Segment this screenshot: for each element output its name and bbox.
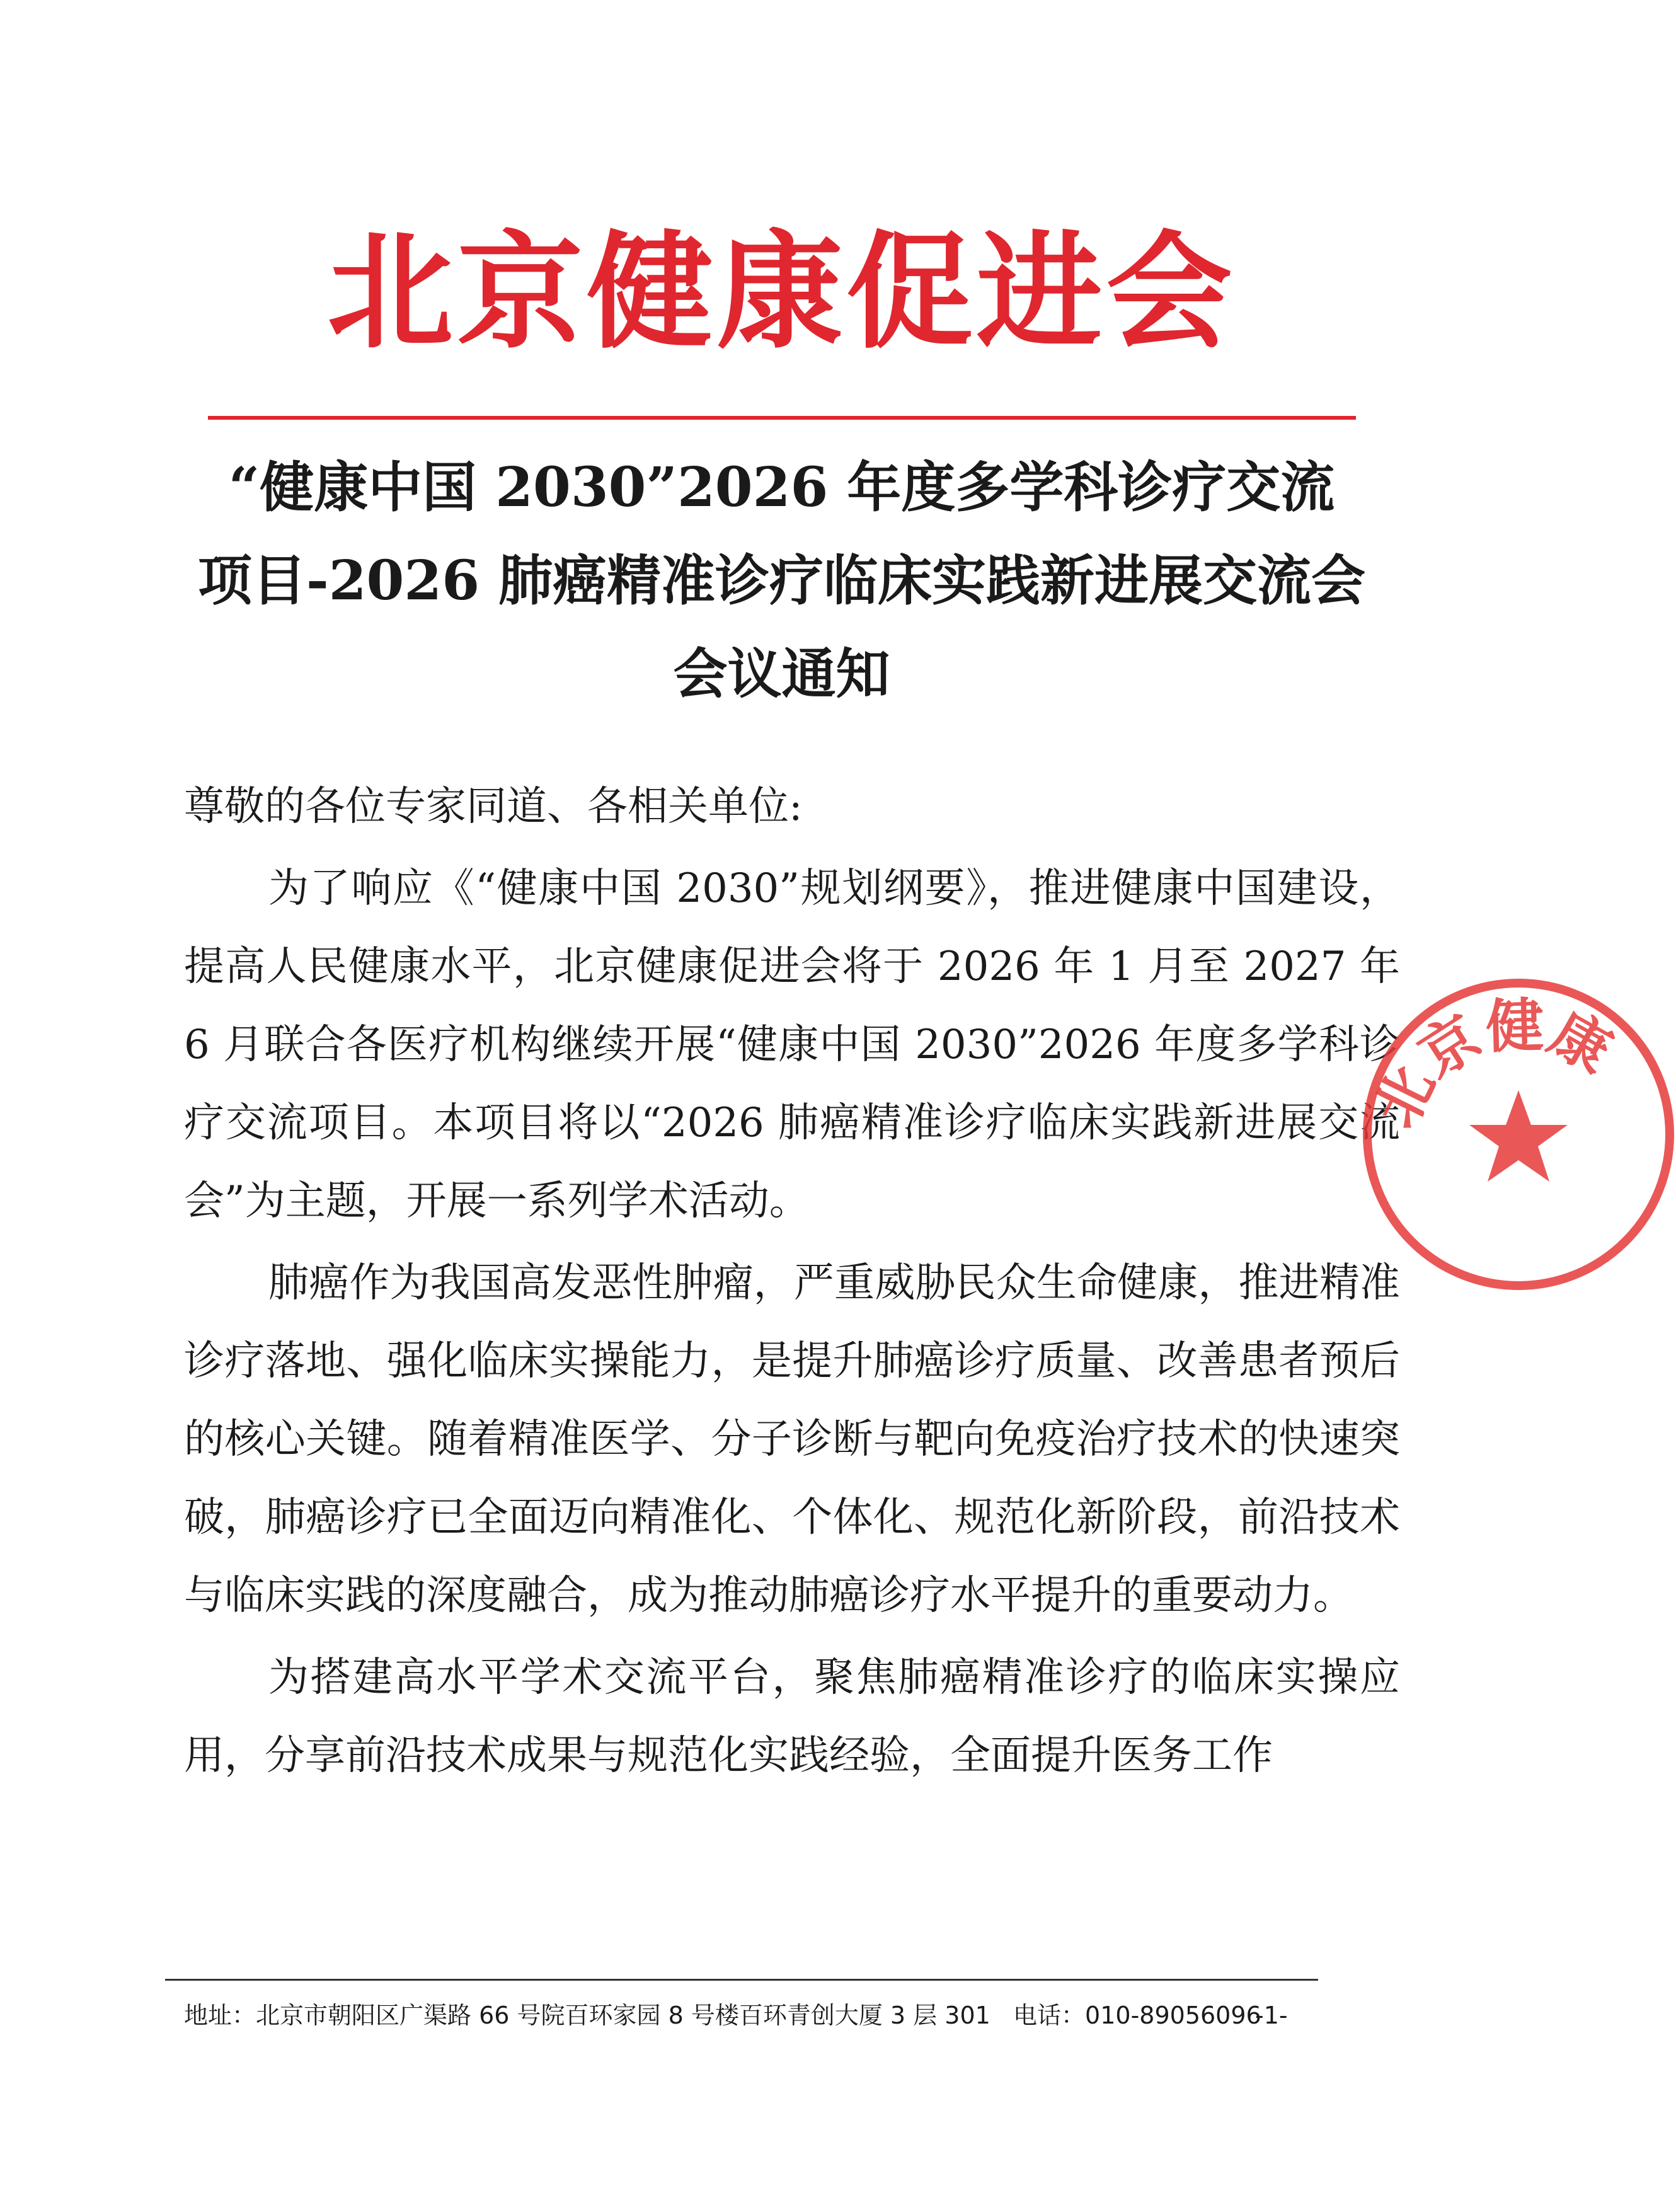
body-paragraph-2: 肺癌作为我国高发恶性肿瘤，严重威胁民众生命健康，推进精准诊疗落地、强化临床实操能力，是提升肺癌诊疗质量、改善患者预后的核心关键。随着精准医学、分子诊断与靶向免疫治疗技术的快速突破，肺癌诊疗已全面迈向精准化、个体化、规范化新阶段，前沿技术与临床实践的深度融合，成为推动肺癌诊疗水平提升的重要动力。 xyxy=(184,1260,1400,1619)
body-paragraph-1: 为了响应《“健康中国 2030”规划纲要》，推进健康中国建设，提高人民健康水平，北京健康促进会将于 2026 年 1 月至 2027 年 6 月联合各医疗机构继续开展“健康中国 2030”2026 年度多学科诊疗交流项目。本项目将以“2026 肺癌精准诊疗临床实践新进展交流会”为主题，开展一系列学术活动。 xyxy=(184,865,1400,1224)
letterhead-divider xyxy=(208,416,1356,420)
svg-text:北京健康 xyxy=(1362,992,1622,1138)
footer xyxy=(184,1996,1381,2034)
document-body xyxy=(184,768,1400,1795)
title-line-2: 项目-2026 肺癌精准诊疗临床实践新进展交流会 xyxy=(198,549,1365,613)
letterhead-org-name: 北京健康促进会 xyxy=(327,219,1236,366)
body-paragraph-3: 为搭建高水平学术交流平台，聚焦肺癌精准诊疗的临床实操应用，分享前沿技术成果与规范化实践经验，全面提升医务工作 xyxy=(184,1654,1400,1779)
title-line-3: 会议通知 xyxy=(673,642,890,706)
title-line-1: “健康中国 2030”2026 年度多学科诊疗交流 xyxy=(228,456,1335,519)
footer-address: 地址：北京市朝阳区广渠路 66 号院百环家园 8 号楼百环青创大厦 3 层 301 xyxy=(184,2002,990,2029)
salutation: 尊敬的各位专家同道、各相关单位: xyxy=(184,783,803,830)
seal-star-icon xyxy=(1469,1090,1568,1182)
footer-divider xyxy=(165,1979,1318,1981)
footer-phone: 电话：010-89056096 xyxy=(1013,2002,1261,2029)
page-number: -1- xyxy=(1255,2002,1288,2029)
seal-text: 北京健康 xyxy=(1362,991,1623,1138)
document-title xyxy=(126,441,1437,721)
